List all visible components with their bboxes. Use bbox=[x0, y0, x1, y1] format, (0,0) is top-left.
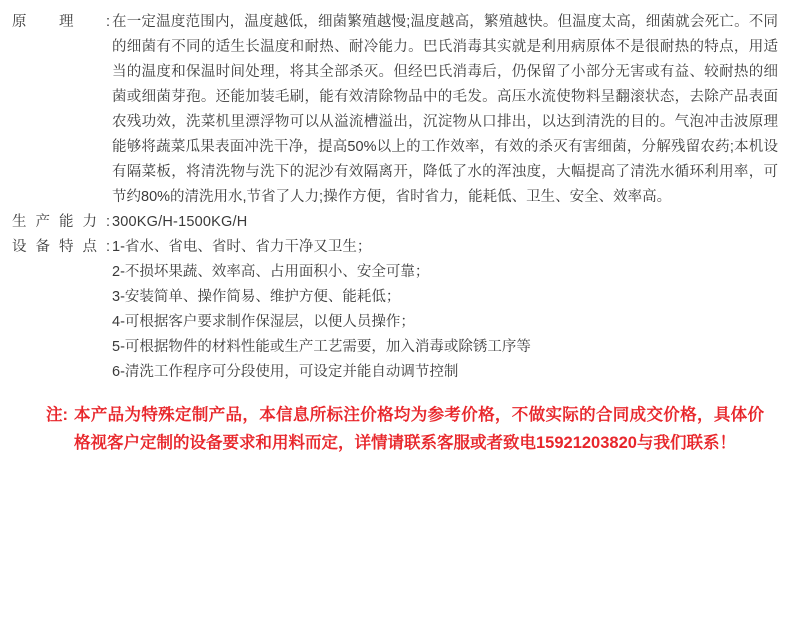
spec-label-features: 设备特点: bbox=[12, 239, 110, 255]
spec-row-capacity bbox=[12, 210, 778, 235]
notice-label: 注: bbox=[46, 406, 68, 424]
feature-list bbox=[112, 235, 531, 385]
list-item: 5-可根据物件的材料性能或生产工艺需要，加入消毒或除锈工序等 bbox=[112, 339, 531, 355]
spec-label-principle: 原理: bbox=[12, 14, 110, 30]
spec-row-features bbox=[12, 235, 778, 385]
list-item: 3-安装简单、操作简易、维护方便、能耗低； bbox=[112, 289, 401, 305]
list-item: 4-可根据客户要求制作保湿层，以便人员操作； bbox=[112, 314, 415, 330]
list-item: 1-省水、省电、省时、省力干净又卫生； bbox=[112, 239, 372, 255]
notice-block bbox=[12, 401, 778, 457]
list-item: 2-不损坏果蔬、效率高、占用面积小、安全可靠； bbox=[112, 264, 430, 280]
spec-label-capacity: 生产能力: bbox=[12, 214, 110, 230]
spec-value-capacity: 300KG/H-1500KG/H bbox=[112, 214, 248, 230]
spec-value-principle: 在一定温度范围内，温度越低，细菌繁殖越慢;温度越高，繁殖越快。但温度太高，细菌就会死亡。不同的细菌有不同的适生长温度和耐热、耐冷能力。巴氏消毒其实就是利用病原体不是很耐热的特点，用适当的温度和保温时间处理，将其全部杀灭。但经巴氏消毒后，仍保留了小部分无害或有益、较耐热的细菌或细菌芽孢。还能加装毛刷，能有效清除物品中的毛发。高压水流使物料呈翻滚状态，去除产品表面农残功效，洗菜机里漂浮物可以从溢流槽溢出，沉淀物从口排出，以达到清洗的目的。气泡冲击波原理能够将蔬菜瓜果表面冲洗干净，提高50%以上的工作效率，有效的杀灭有害细菌，分解残留农药;本机设有隔菜板，将清洗物与洗下的泥沙有效隔离开，降低了水的浑浊度，大幅提高了清洗水循环利用率，可节约80%的清洗用水,节省了人力;操作方便，省时省力，能耗低、卫生、安全、效率高。 bbox=[112, 14, 778, 205]
list-item: 6-清洗工作程序可分段使用，可设定并能自动调节控制 bbox=[112, 364, 459, 380]
notice-text: 本产品为特殊定制产品，本信息所标注价格均为参考价格，不做实际的合同成交价格，具体价格视客户定制的设备要求和用料而定，详情请联系客服或者致电15921203820与我们联系！ bbox=[74, 406, 764, 452]
spec-row-principle bbox=[12, 10, 778, 210]
